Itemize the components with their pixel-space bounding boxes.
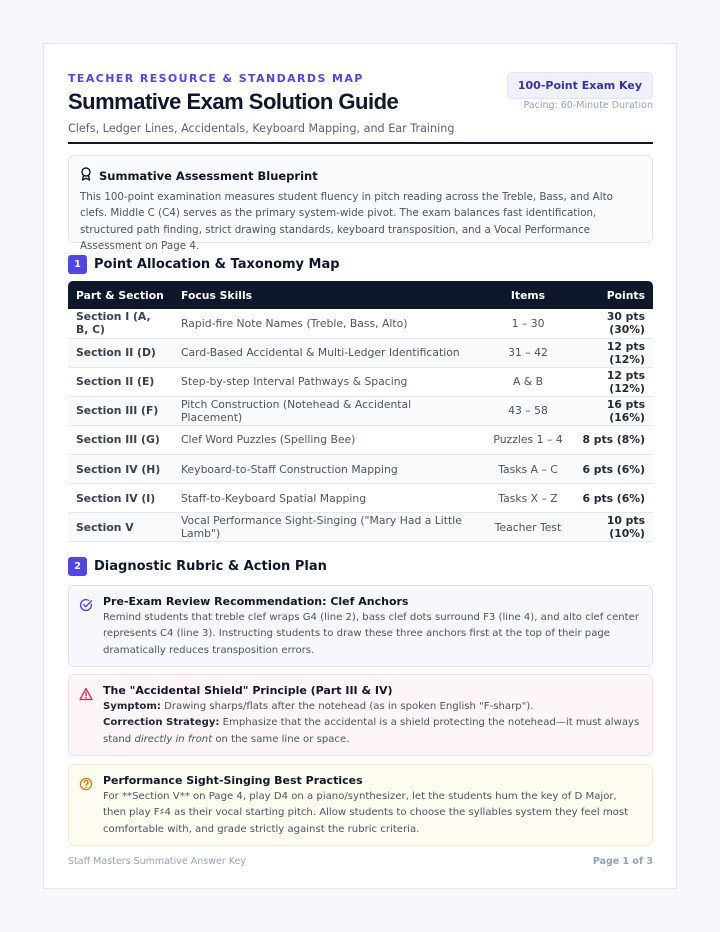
cell-skills: Staff-to-Keyboard Spatial Mapping (173, 484, 483, 513)
strategy-line (103, 715, 641, 748)
col-header-items: Items (483, 281, 573, 309)
symptom-label: Symptom: (103, 701, 161, 712)
cell-points: 12 pts (12%) (573, 338, 653, 367)
col-header-skills: Focus Skills (173, 281, 483, 309)
section-1-title: Point Allocation & Taxonomy Map (94, 257, 340, 272)
col-header-points: Points (573, 281, 653, 309)
cell-skills: Keyboard-to-Staff Construction Mapping (173, 454, 483, 483)
card-body (103, 699, 641, 748)
table-header-row (68, 281, 653, 309)
card-title: The "Accidental Shield" Principle (Part III & IV) (103, 684, 393, 697)
cell-skills: Card-Based Accidental & Multi-Ledger Identification (173, 338, 483, 367)
table-row (68, 367, 653, 396)
table-row (68, 425, 653, 454)
cell-part: Section IV (H) (68, 454, 173, 483)
cell-points: 30 pts (30%) (573, 309, 653, 338)
point-allocation-table (68, 281, 653, 542)
header-rule (68, 142, 653, 144)
col-header-part: Part & Section (68, 281, 173, 309)
accidental-shield-card (68, 674, 653, 756)
question-circle-icon (79, 776, 93, 795)
cell-points: 8 pts (8%) (573, 425, 653, 454)
check-circle-icon (79, 597, 93, 616)
cell-items: 1 – 30 (483, 309, 573, 338)
clef-anchors-card (68, 585, 653, 667)
cell-part: Section I (A, B, C) (68, 309, 173, 338)
table-row (68, 309, 653, 338)
cell-part: Section III (G) (68, 425, 173, 454)
pacing-note: Pacing: 60-Minute Duration (523, 100, 653, 111)
cell-points: 6 pts (6%) (573, 454, 653, 483)
card-body: For **Section V** on Page 4, play D4 on a piano/synthesizer, let the students hum the key of D Major, then play F♯4 as their vocal starting pitch. Allow students to choose the syllables system they feel most comfortable with, and grade strictly against the rubric criteria. (103, 791, 629, 835)
page-subtitle: Clefs, Ledger Lines, Accidentals, Keyboard Mapping, and Ear Training (68, 122, 455, 135)
table-row (68, 484, 653, 513)
cell-points: 6 pts (6%) (573, 484, 653, 513)
cell-part: Section III (F) (68, 396, 173, 425)
symptom-line (103, 699, 641, 715)
warning-triangle-icon (79, 686, 93, 705)
cell-items: Tasks A – C (483, 454, 573, 483)
cell-points: 12 pts (12%) (573, 367, 653, 396)
table-row (68, 513, 653, 542)
blueprint-title: Summative Assessment Blueprint (99, 168, 318, 183)
cell-items: A & B (483, 367, 573, 396)
section-2-heading (68, 557, 327, 576)
cell-skills: Rapid-fire Note Names (Treble, Bass, Alto) (173, 309, 483, 338)
exam-key-badge: 100-Point Exam Key (507, 72, 653, 99)
table-row (68, 454, 653, 483)
exam-guide-page (43, 43, 677, 889)
table-row (68, 396, 653, 425)
award-ribbon-icon (80, 166, 92, 185)
footer-left: Staff Masters Summative Answer Key (68, 856, 247, 867)
cell-part: Section II (E) (68, 367, 173, 396)
cell-items: 31 – 42 (483, 338, 573, 367)
strategy-text: Emphasize that the accidental is a shield protecting the notehead—it must always stand (103, 717, 640, 745)
section-2-title: Diagnostic Rubric & Action Plan (94, 559, 327, 574)
table-row (68, 338, 653, 367)
cell-part: Section V (68, 513, 173, 542)
strategy-text-end: on the same line or space. (215, 733, 350, 745)
blueprint-box (68, 155, 653, 252)
kicker: TEACHER RESOURCE & STANDARDS MAP (68, 72, 364, 85)
cell-items: Teacher Test (483, 513, 573, 542)
cell-items: 43 – 58 (483, 396, 573, 425)
cell-points: 10 pts (10%) (573, 513, 653, 542)
section-1-heading (68, 255, 340, 274)
page-footer (68, 856, 653, 867)
cell-points: 16 pts (16%) (573, 396, 653, 425)
strategy-emphasis: directly in front (134, 733, 213, 745)
card-title: Performance Sight-Singing Best Practices (103, 774, 363, 787)
cell-skills: Vocal Performance Sight-Singing ("Mary Had a Little Lamb") (173, 513, 483, 542)
symptom-text: Drawing sharps/flats after the notehead (as in spoken English "F-sharp"). (164, 701, 534, 712)
cell-skills: Clef Word Puzzles (Spelling Bee) (173, 425, 483, 454)
page-number: Page 1 of 3 (592, 856, 653, 867)
card-body: Remind students that treble clef wraps G4 (line 2), bass clef dots surround F3 (line 4), and alto clef center represents C4 (line 3). Instructing students to draw these three anchors first at the top of their page dramatically reduces transposition errors. (103, 612, 639, 656)
section-1-number: 1 (68, 255, 87, 274)
blueprint-body: This 100-point examination measures student fluency in pitch reading across the Treble, Bass, and Alto clefs. Middle C (C4) serves as the primary system-wide pivot. The exam balances fast identification, structured path finding, strict drawing standards, keyboard transposition, and a Vocal Performance Assessment on Page 4. (80, 191, 613, 252)
cell-skills: Pitch Construction (Notehead & Accidental Placement) (173, 396, 483, 425)
cell-items: Tasks X – Z (483, 484, 573, 513)
cell-skills: Step-by-step Interval Pathways & Spacing (173, 367, 483, 396)
page-content (68, 72, 653, 835)
strategy-label: Correction Strategy: (103, 717, 220, 729)
cell-part: Section II (D) (68, 338, 173, 367)
cell-part: Section IV (I) (68, 484, 173, 513)
card-title: Pre-Exam Review Recommendation: Clef Anchors (103, 595, 409, 608)
section-2-number: 2 (68, 557, 87, 576)
page-title: Summative Exam Solution Guide (68, 89, 399, 114)
sight-singing-card (68, 764, 653, 846)
cell-items: Puzzles 1 – 4 (483, 425, 573, 454)
